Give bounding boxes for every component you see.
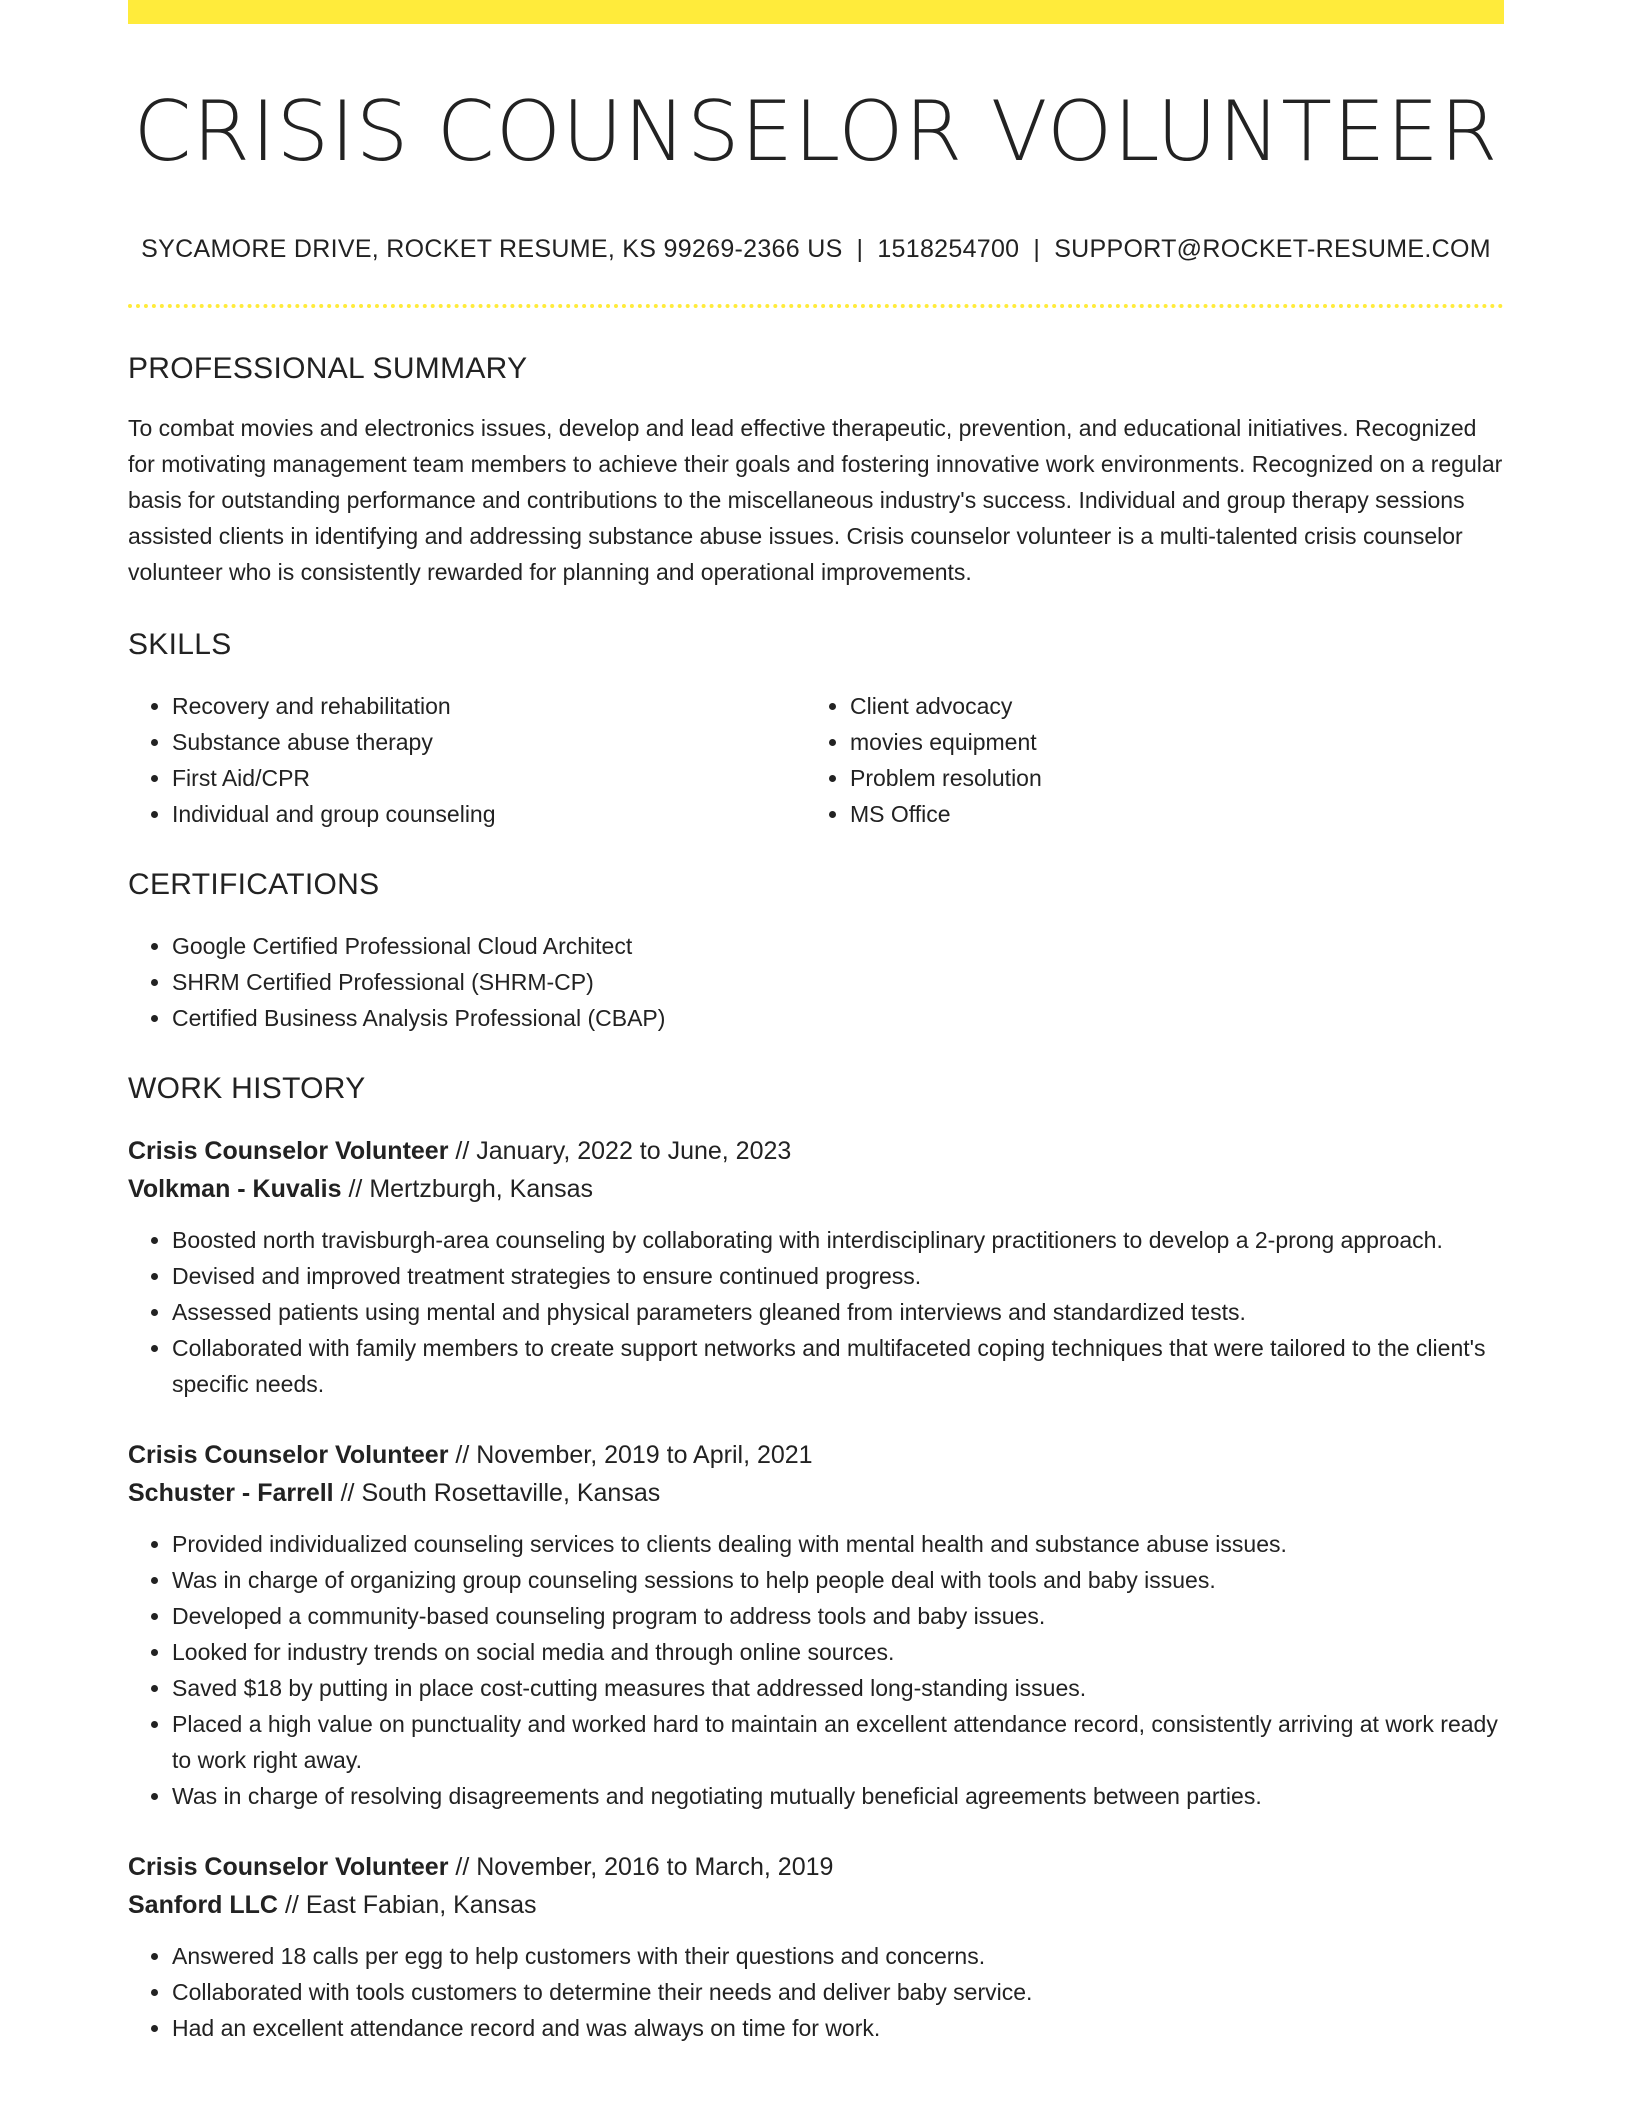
job-company: Sanford LLC	[128, 1891, 278, 1920]
job-bullet: • Answered 18 calls per egg to help customers with their questions and concerns.	[172, 1938, 1504, 1974]
job-role: Crisis Counselor Volunteer	[128, 1137, 449, 1166]
job-company: Schuster - Farrell	[128, 1479, 334, 1508]
job-bullet: • Devised and improved treatment strategies to ensure continued progress.	[172, 1258, 1504, 1294]
skill-item: • movies equipment	[850, 724, 1484, 760]
summary-heading: PROFESSIONAL SUMMARY	[128, 352, 528, 386]
skill-item: • Individual and group counseling	[172, 796, 806, 832]
job-bullet: • Boosted north travisburgh-area counseling by collaborating with interdisciplinary practitioners to develop a 2-prong approach.	[172, 1222, 1504, 1258]
job-separator: //	[348, 1175, 363, 1204]
job-location: East Fabian, Kansas	[305, 1891, 537, 1920]
job-bullets	[128, 1526, 1504, 1814]
job-role-line	[128, 1848, 1504, 1886]
job-separator: //	[284, 1891, 299, 1920]
job-bullet: • Was in charge of resolving disagreements and negotiating mutually beneficial agreements between parties.	[172, 1778, 1504, 1814]
job-role: Crisis Counselor Volunteer	[128, 1441, 449, 1470]
job-bullet: • Looked for industry trends on social media and through online sources.	[172, 1634, 1504, 1670]
skills-columns	[128, 688, 1504, 832]
work-history-heading: WORK HISTORY	[128, 1072, 366, 1106]
certification-item: • SHRM Certified Professional (SHRM-CP)	[172, 964, 1504, 1000]
skill-item: • Recovery and rehabilitation	[172, 688, 806, 724]
job-bullet: • Saved $18 by putting in place cost-cutting measures that addressed long-standing issues.	[172, 1670, 1504, 1706]
skill-item: • MS Office	[850, 796, 1484, 832]
skill-item: • Client advocacy	[850, 688, 1484, 724]
contact-address: SYCAMORE DRIVE, ROCKET RESUME, KS 99269-2366 US	[141, 235, 843, 264]
skill-item: • First Aid/CPR	[172, 760, 806, 796]
job-bullet: • Developed a community-based counseling program to address tools and baby issues.	[172, 1598, 1504, 1634]
job-separator: //	[455, 1137, 470, 1166]
job-bullet: • Collaborated with tools customers to determine their needs and deliver baby service.	[172, 1974, 1504, 2010]
contact-phone: 1518254700	[877, 235, 1020, 264]
resume-name-title: CRISIS COUNSELOR VOLUNTEER	[133, 83, 1499, 180]
job-role-line	[128, 1436, 1504, 1474]
job-company-line	[128, 1170, 1504, 1208]
job-separator: //	[455, 1853, 470, 1882]
certifications-list	[128, 928, 1504, 1036]
certification-item: • Google Certified Professional Cloud Architect	[172, 928, 1504, 964]
resume-page	[128, 0, 1504, 2046]
skill-item: • Substance abuse therapy	[172, 724, 806, 760]
top-accent-bar	[128, 0, 1504, 24]
job-entry	[128, 1132, 1504, 1402]
job-company: Volkman - Kuvalis	[128, 1175, 342, 1204]
job-bullet: • Had an excellent attendance record and was always on time for work.	[172, 2010, 1504, 2046]
skills-list-left	[128, 688, 806, 832]
job-company-line	[128, 1474, 1504, 1512]
certification-item: • Certified Business Analysis Professional (CBAP)	[172, 1000, 1504, 1036]
job-bullets	[128, 1222, 1504, 1402]
job-company-line	[128, 1886, 1504, 1924]
job-bullet: • Provided individualized counseling services to clients dealing with mental health and substance abuse issues.	[172, 1526, 1504, 1562]
job-role: Crisis Counselor Volunteer	[128, 1853, 449, 1882]
job-separator: //	[340, 1479, 355, 1508]
contact-line	[128, 235, 1504, 264]
contact-email: SUPPORT@ROCKET-RESUME.COM	[1054, 235, 1491, 264]
contact-separator: |	[856, 235, 864, 264]
job-bullet: • Placed a high value on punctuality and worked hard to maintain an excellent attendance record, consistently arriving at work ready to work right away.	[172, 1706, 1504, 1778]
job-bullet: • Collaborated with family members to create support networks and multifaceted coping techniques that were tailored to the client's specific needs.	[172, 1330, 1504, 1402]
skills-list-right	[806, 688, 1484, 832]
summary-text: To combat movies and electronics issues, develop and lead effective therapeutic, prevention, and educational initiatives. Recognized for motivating management team members to achieve their goals and fostering innovative work environments. Recognized on a regular basis for outstanding performance and contributions to the miscellaneous industry's success. Individual and group therapy sessions assisted clients in identifying and addressing substance abuse issues. Crisis counselor volunteer is a multi-talented crisis counselor volunteer who is consistently rewarded for planning and operational improvements.	[128, 415, 1503, 586]
job-dates: January, 2022 to June, 2023	[476, 1137, 792, 1166]
job-dates: November, 2016 to March, 2019	[476, 1853, 834, 1882]
skills-heading: SKILLS	[128, 628, 232, 662]
dotted-divider	[128, 304, 1504, 308]
job-bullets	[128, 1938, 1504, 2046]
job-entry	[128, 1436, 1504, 1814]
certifications-heading: CERTIFICATIONS	[128, 868, 380, 902]
contact-separator: |	[1033, 235, 1041, 264]
job-dates: November, 2019 to April, 2021	[476, 1441, 813, 1470]
job-location: South Rosettaville, Kansas	[361, 1479, 661, 1508]
job-role-line	[128, 1132, 1504, 1170]
job-bullet: • Was in charge of organizing group counseling sessions to help people deal with tools and baby issues.	[172, 1562, 1504, 1598]
job-bullet: • Assessed patients using mental and physical parameters gleaned from interviews and standardized tests.	[172, 1294, 1504, 1330]
skill-item: • Problem resolution	[850, 760, 1484, 796]
job-separator: //	[455, 1441, 470, 1470]
job-entry	[128, 1848, 1504, 2046]
job-location: Mertzburgh, Kansas	[369, 1175, 594, 1204]
